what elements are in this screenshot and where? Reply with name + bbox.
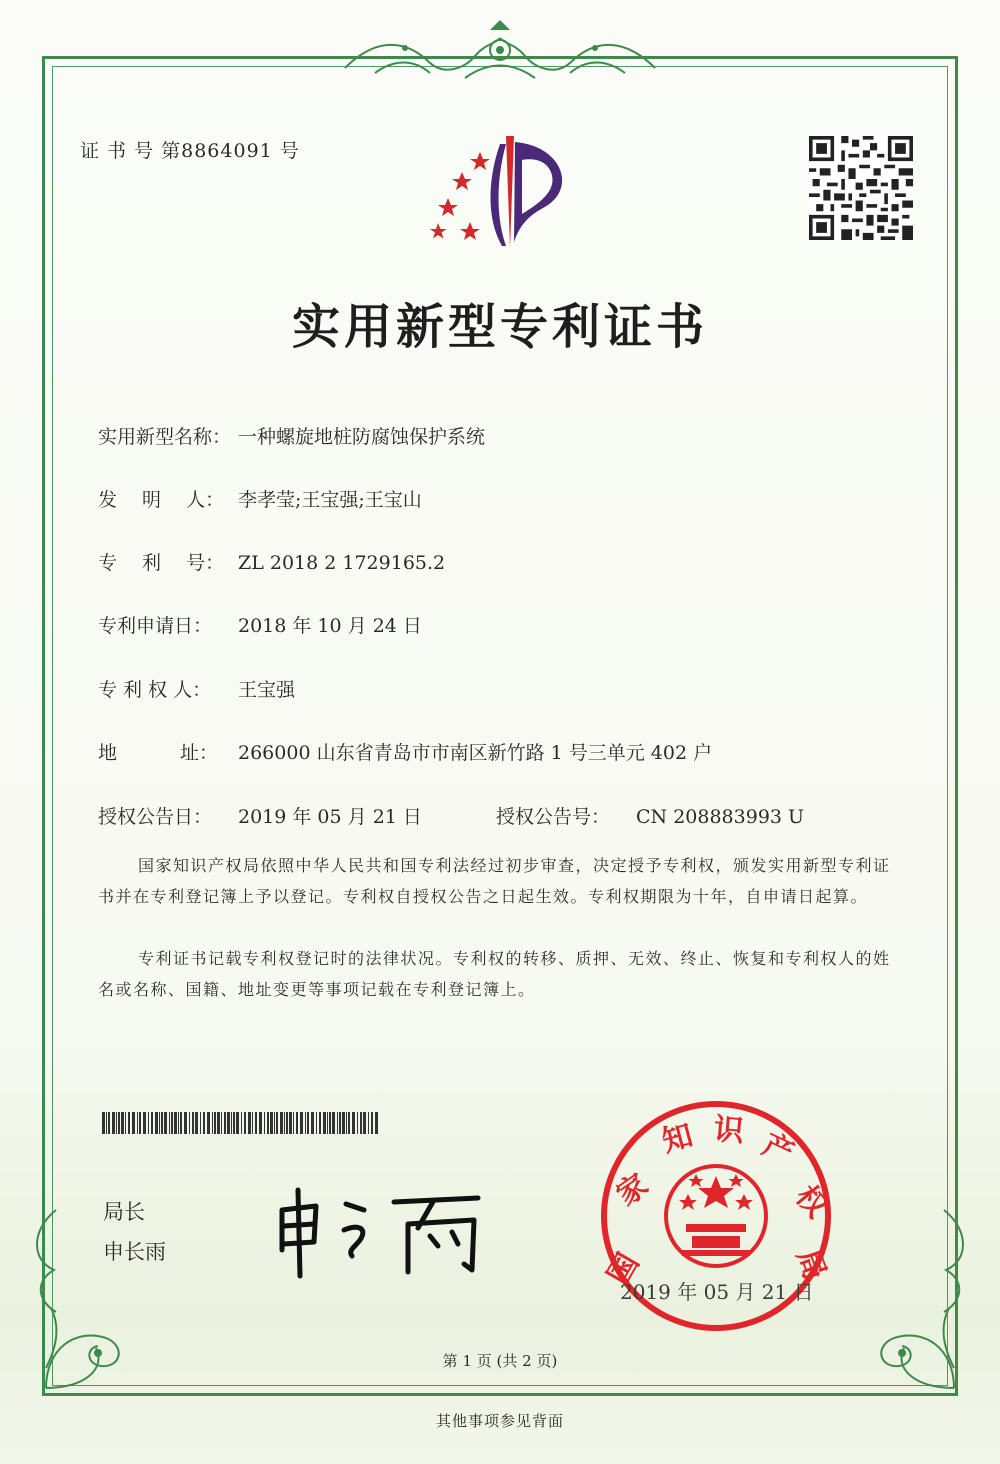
field-value: 2019 年 05 月 21 日 xyxy=(238,806,422,828)
certificate-number-value: 8864091 xyxy=(181,140,273,162)
field-label: 发 明 人： xyxy=(98,489,225,511)
field-grant-date xyxy=(98,802,422,829)
legal-paragraph-2: 专利证书记载专利权登记时的法律状况。专利权的转移、质押、无效、终止、恢复和专利权人的姓名或名称、国籍、地址变更等事项记载在专利登记簿上。 xyxy=(98,949,891,999)
field-inventors xyxy=(98,485,422,512)
field-value: 266000 山东省青岛市市南区新竹路 1 号三单元 402 户 xyxy=(238,742,713,764)
top-ornament xyxy=(335,18,665,88)
field-patent-number xyxy=(98,548,445,575)
field-label: 授权公告号： xyxy=(496,806,611,828)
field-filing-date xyxy=(98,611,422,638)
field-value: CN 208883993 U xyxy=(636,806,805,828)
field-label: 专 利 号： xyxy=(98,552,225,574)
director-name: 申长雨 xyxy=(103,1240,166,1264)
seal-date: 2019 年 05 月 21 日 xyxy=(620,1280,814,1304)
field-label: 地 址： xyxy=(98,742,219,764)
footer-note: 其他事项参见背面 xyxy=(435,1412,564,1430)
field-label: 专 利 权 人： xyxy=(98,679,212,701)
page-number: 第 1 页 (共 2 页) xyxy=(442,1352,558,1370)
field-label: 实用新型名称： xyxy=(98,426,232,448)
field-value: ZL 2018 2 1729165.2 xyxy=(238,552,446,574)
certificate-title: 实用新型专利证书 xyxy=(291,299,708,355)
field-grant-number xyxy=(496,802,804,829)
svg-text:知: 知 xyxy=(658,1118,697,1160)
side-ornament-right xyxy=(934,1200,974,1320)
svg-text:家: 家 xyxy=(610,1167,655,1214)
field-value: 2018 年 10 月 24 日 xyxy=(238,615,422,637)
field-patentee xyxy=(98,675,295,702)
barcode xyxy=(102,1112,380,1134)
field-address xyxy=(98,738,712,765)
svg-text:权: 权 xyxy=(788,1179,834,1225)
svg-text:识: 识 xyxy=(712,1111,746,1150)
cnipa-logo-icon xyxy=(418,128,583,253)
certificate-number xyxy=(80,136,300,163)
qr-code xyxy=(806,136,916,240)
side-ornament-left xyxy=(26,1200,66,1320)
svg-text:产: 产 xyxy=(757,1127,800,1172)
field-label: 授权公告日： xyxy=(98,806,213,828)
field-utility-model-name xyxy=(98,422,485,449)
legal-paragraph-1: 国家知识产权局依照中华人民共和国专利法经过初步审查，决定授予专利权，颁发实用新型专利证书并在专利登记簿上予以登记。专利权自授权公告之日起生效。专利权期限为十年，自申请日起算。 xyxy=(98,856,891,906)
svg-text:局: 局 xyxy=(789,1244,833,1285)
field-value: 李孝莹;王宝强;王宝山 xyxy=(238,489,422,511)
director-title: 局长 xyxy=(103,1200,145,1224)
field-value: 一种螺旋地桩防腐蚀保护系统 xyxy=(238,426,486,448)
field-label: 专利申请日： xyxy=(98,615,213,637)
certificate-number-label: 证 书 号 第 xyxy=(80,140,182,162)
field-value: 王宝强 xyxy=(238,679,296,701)
certificate-number-suffix: 号 xyxy=(279,140,300,162)
director-signature xyxy=(268,1180,498,1280)
svg-text:国: 国 xyxy=(601,1247,647,1291)
